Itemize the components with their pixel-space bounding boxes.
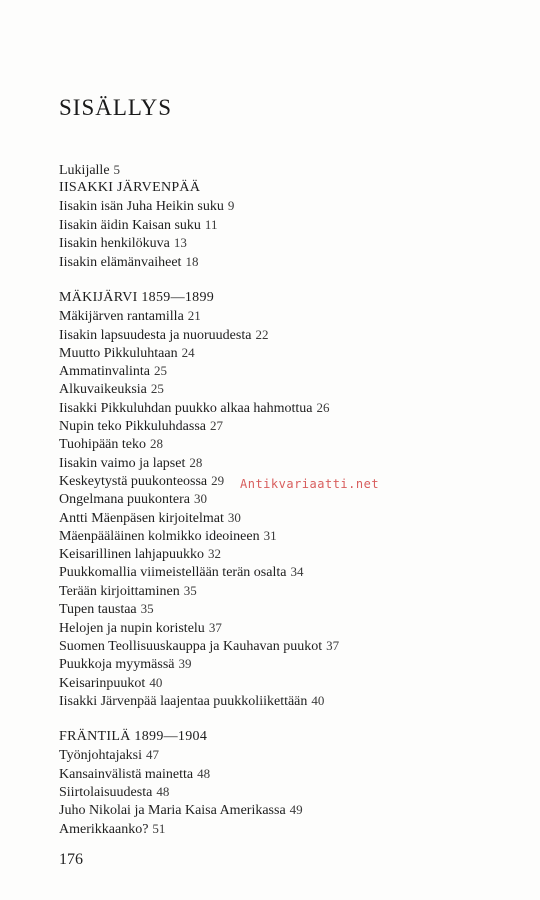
toc-entry: [59, 582, 197, 601]
toc-entry: [59, 435, 163, 454]
toc-entry-title: Juho Nikolai ja Maria Kaisa Amerikassa: [59, 803, 286, 818]
toc-entry: [59, 637, 339, 656]
toc-entry-page: 21: [187, 308, 201, 323]
toc-entry: [59, 161, 120, 180]
toc-entry: [59, 344, 195, 363]
toc-entry-page: 13: [173, 235, 187, 250]
toc-entry-page: 39: [178, 656, 192, 671]
toc-entry-page: 40: [311, 693, 325, 708]
toc-entry-title: Tupen taustaa: [59, 602, 137, 617]
toc-entry-page: 9: [227, 198, 235, 213]
toc-entry: [59, 545, 221, 564]
toc-entry-page: 29: [211, 473, 225, 488]
toc-entry: [59, 527, 277, 546]
toc-entry: [59, 619, 222, 638]
toc-entry-page: 18: [185, 254, 199, 269]
page-number: 176: [59, 851, 83, 868]
toc-entry: [59, 820, 165, 839]
toc-entry-title: Ammatinvalinta: [59, 364, 150, 379]
toc-entry-title: Iisakin lapsuudesta ja nuoruudesta: [59, 328, 252, 343]
toc-entry: [59, 674, 162, 693]
toc-entry: [59, 326, 268, 345]
toc-entry: [59, 307, 201, 326]
toc-entry-title: Amerikkaanko?: [59, 822, 149, 837]
toc-entry-title: Keisarinpuukot: [59, 676, 146, 691]
toc-entry: [59, 801, 303, 820]
toc-entry-title: Iisakin isän Juha Heikin suku: [59, 199, 224, 214]
toc-entry-title: Lukijalle: [59, 163, 110, 178]
toc-entry-page: 35: [140, 601, 154, 616]
toc-entry-page: 30: [194, 491, 208, 506]
toc-entry: [59, 472, 224, 491]
toc-section-heading: [59, 179, 200, 197]
toc-entry-title: Mäkijärven rantamilla: [59, 309, 184, 324]
toc-entry: [59, 362, 167, 381]
toc-entry: [59, 417, 223, 436]
toc-entry-page: 25: [153, 363, 167, 378]
toc-entry: [59, 216, 217, 235]
toc-section-title: FRÄNTILÄ 1899—1904: [59, 729, 208, 744]
toc-entry-page: 24: [181, 345, 195, 360]
toc-entry-title: Terään kirjoittaminen: [59, 584, 180, 599]
toc-entry: [59, 234, 187, 253]
toc-entry-title: Muutto Pikkuluhtaan: [59, 346, 178, 361]
toc-entry-title: Helojen ja nupin koristelu: [59, 621, 205, 636]
toc-entry-page: 31: [263, 528, 277, 543]
toc-entry: [59, 655, 192, 674]
toc-entry-title: Kansainvälistä mainetta: [59, 767, 194, 782]
toc-entry-page: 28: [149, 436, 163, 451]
toc-entry-title: Tuohipään teko: [59, 437, 146, 452]
toc-entry-page: 26: [316, 400, 330, 415]
toc-entry: [59, 253, 198, 272]
toc-entry-page: 30: [227, 510, 241, 525]
toc-entry-title: Nupin teko Pikkuluhdassa: [59, 419, 206, 434]
toc-entry: [59, 783, 169, 802]
toc-entry-title: Iisakin vaimo ja lapset: [59, 456, 186, 471]
toc-entry-page: 28: [189, 455, 203, 470]
toc-entry: [59, 692, 324, 711]
toc-entry-title: Iisakin elämänvaiheet: [59, 255, 182, 270]
toc-entry-title: Ongelmana puukontera: [59, 492, 191, 507]
toc-entry-page: 37: [208, 620, 222, 635]
toc-entry-page: 37: [326, 638, 340, 653]
toc-entry: [59, 380, 164, 399]
page-title: SISÄLLYS: [59, 95, 173, 120]
toc-entry-title: Iisakin henkilökuva: [59, 236, 170, 251]
toc-entry-title: Puukkomallia viimeistellään terän osalta: [59, 565, 287, 580]
toc-entry: [59, 454, 202, 473]
toc-entry: [59, 765, 210, 784]
toc-entry-title: Iisakki Järvenpää laajentaa puukkoliikettään: [59, 694, 308, 709]
toc-entry-page: 40: [149, 675, 163, 690]
toc-entry-title: Siirtolaisuudesta: [59, 785, 153, 800]
toc-entry: [59, 600, 154, 619]
toc-entry-title: Suomen Teollisuuskauppa ja Kauhavan puukot: [59, 639, 323, 654]
toc-section-title: IISAKKI JÄRVENPÄÄ: [59, 180, 201, 195]
toc-section-heading: [59, 728, 207, 746]
toc-entry-title: Antti Mäenpäsen kirjoitelmat: [59, 511, 224, 526]
toc-entry-page: 25: [150, 381, 164, 396]
toc-entry: [59, 399, 330, 418]
toc-section-heading: [59, 289, 214, 307]
toc-entry: [59, 490, 207, 509]
toc-entry-title: Iisakki Pikkuluhdan puukko alkaa hahmottua: [59, 401, 313, 416]
toc-section-title: MÄKIJÄRVI 1859—1899: [59, 290, 215, 305]
toc-entry-page: 49: [289, 802, 303, 817]
toc-entry-page: 35: [183, 583, 197, 598]
toc-entry-page: 34: [290, 564, 304, 579]
toc-entry-page: 27: [210, 418, 223, 433]
toc-entry: [59, 509, 241, 528]
toc-entry-title: Puukkoja myymässä: [59, 657, 175, 672]
toc-entry-page: 51: [152, 821, 166, 836]
watermark-text: Antikvariaatti.net: [240, 477, 380, 491]
toc-entry-title: Iisakin äidin Kaisan suku: [59, 218, 201, 233]
toc-entry-page: 32: [208, 546, 222, 561]
toc-entry-page: 47: [146, 747, 160, 762]
toc-entry-title: Mäenpääläinen kolmikko ideoineen: [59, 529, 260, 544]
toc-entry: [59, 563, 303, 582]
toc-entry-page: 5: [113, 162, 121, 177]
toc-entry-page: 22: [255, 327, 269, 342]
toc-entry-page: 48: [156, 784, 170, 799]
toc-entry: [59, 746, 159, 765]
toc-entry-title: Työnjohtajaksi: [59, 748, 143, 763]
toc-entry-title: Keisarillinen lahjapuukko: [59, 547, 205, 562]
toc-entry-title: Alkuvaikeuksia: [59, 382, 147, 397]
toc-entry: [59, 197, 234, 216]
toc-entry-page: 11: [204, 217, 218, 232]
toc-entry-page: 48: [197, 766, 211, 781]
toc-entry-title: Keskeytystä puukonteossa: [59, 474, 208, 489]
